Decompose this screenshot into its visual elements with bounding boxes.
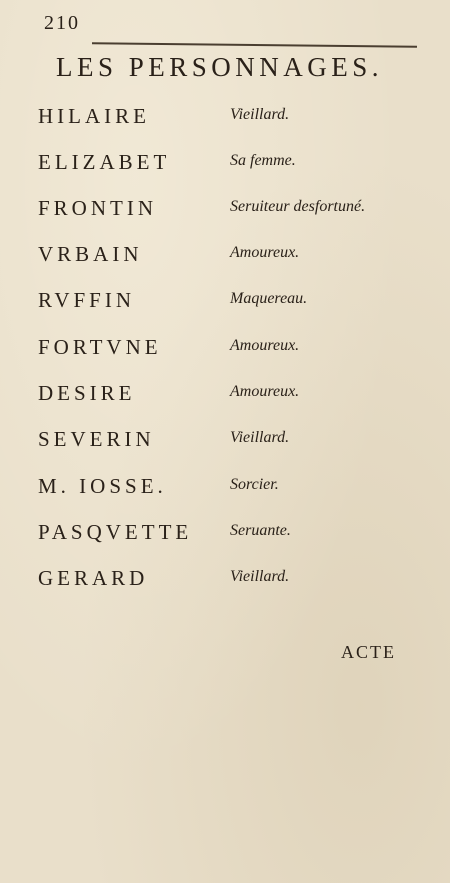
character-role: Seruante. (230, 522, 291, 539)
cast-row (0, 381, 450, 411)
character-name: GERARD (38, 566, 149, 590)
character-role: Amoureux. (230, 244, 300, 261)
page-number: 210 (44, 12, 80, 34)
character-role: Amoureux. (230, 383, 300, 400)
character-role: Vieillard. (230, 429, 290, 446)
cast-row (0, 335, 450, 365)
character-name: VRBAIN (38, 242, 143, 266)
character-name: M. IOSSE. (38, 474, 167, 498)
character-role: Sa femme. (230, 152, 296, 169)
character-name: PASQVETTE (38, 520, 193, 544)
catchword: ACTE (341, 642, 396, 662)
character-role: Maquereau. (230, 290, 308, 307)
cast-row (0, 196, 450, 226)
cast-row (0, 566, 450, 596)
character-role: Seruiteur desfortuné. (230, 198, 366, 215)
cast-row (0, 104, 450, 134)
page-title: LES PERSONNAGES. (56, 52, 384, 82)
character-name: RVFFIN (38, 288, 136, 312)
cast-row (0, 427, 450, 457)
character-role: Vieillard. (230, 106, 290, 123)
cast-row (0, 288, 450, 318)
character-role: Vieillard. (230, 568, 290, 585)
character-name: DESIRE (38, 381, 136, 405)
character-name: HILAIRE (38, 104, 150, 128)
header-rule (92, 42, 417, 47)
character-name: SEVERIN (38, 427, 155, 451)
character-name: ELIZABET (38, 150, 171, 174)
character-role: Amoureux. (230, 337, 300, 354)
character-role: Sorcier. (230, 476, 279, 493)
cast-row (0, 150, 450, 180)
cast-row (0, 242, 450, 272)
cast-row (0, 520, 450, 550)
character-name: FORTVNE (38, 335, 162, 359)
character-name: FRONTIN (38, 196, 158, 220)
cast-row (0, 474, 450, 504)
